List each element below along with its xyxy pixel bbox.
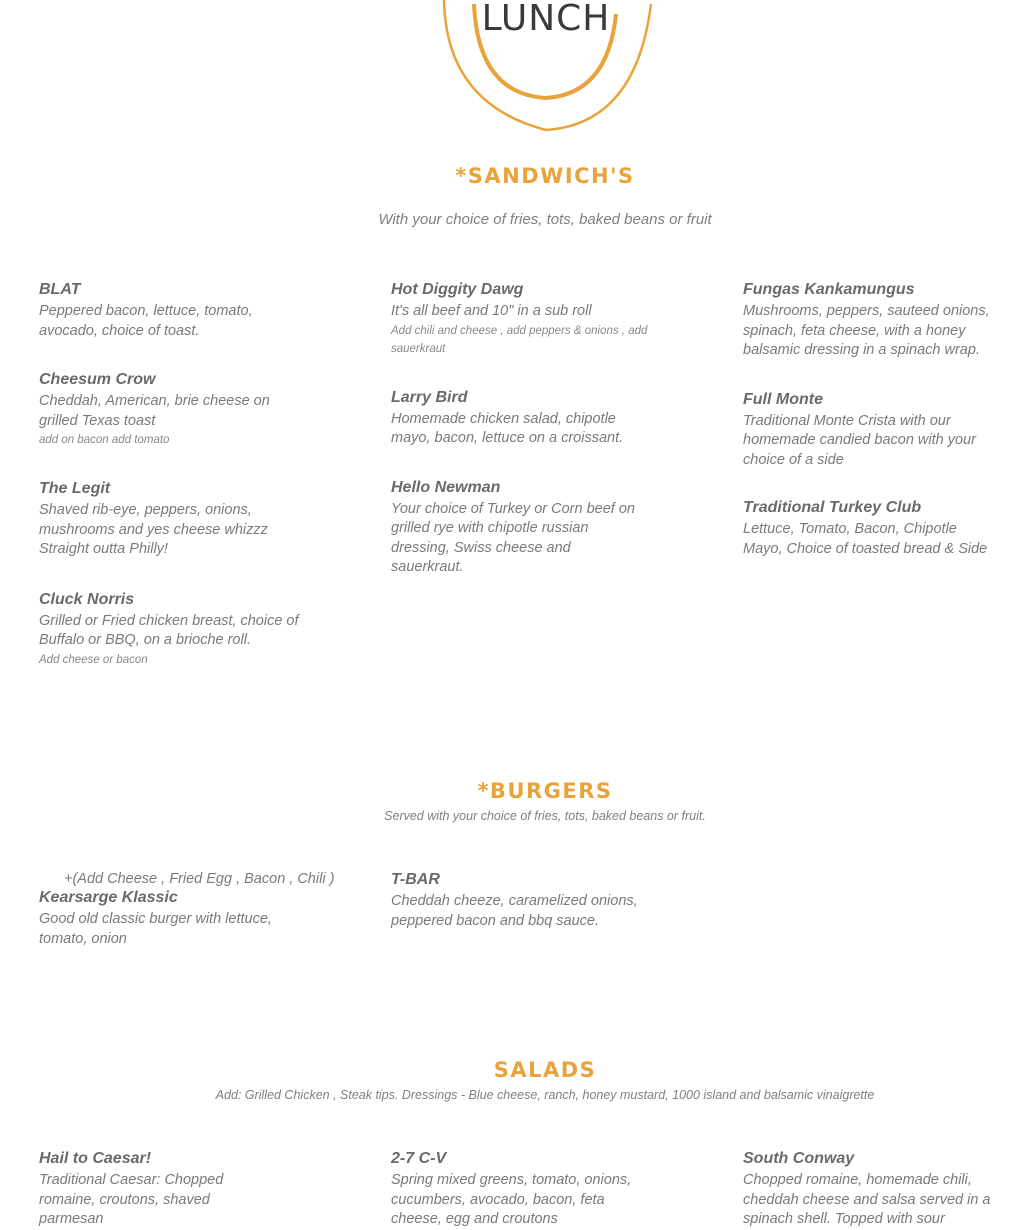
burgers-column-1 bbox=[39, 886, 309, 949]
item-description: Mushrooms, peppers, sauteed onions, spinach, feta cheese, with a honey balsamic dressing in a spinach wrap. bbox=[743, 303, 990, 358]
burgers-subtitle: Served with your choice of fries, tots, baked beans or fruit. bbox=[384, 809, 706, 823]
item-description: Peppered bacon, lettuce, tomato, avocado, choice of toast. bbox=[39, 303, 253, 339]
menu-item bbox=[39, 886, 309, 949]
item-description: Grilled or Fried chicken breast, choice of Buffalo or BBQ, on a brioche roll. bbox=[39, 612, 299, 648]
salads-column-2 bbox=[391, 1147, 659, 1230]
item-name: 2-7 C-V bbox=[391, 1150, 447, 1167]
salads-column-1 bbox=[39, 1147, 259, 1230]
menu-item bbox=[39, 278, 309, 341]
menu-item bbox=[743, 388, 1005, 471]
item-name: Full Monte bbox=[743, 390, 823, 408]
item-description: Traditional Caesar: Chopped romaine, croutons, shaved parmesan bbox=[39, 1172, 224, 1227]
sandwiches-subtitle: With your choice of fries, tots, baked beans or fruit bbox=[378, 211, 712, 228]
menu-item bbox=[39, 1147, 259, 1230]
item-description: Cheddah, American, brie cheese on grilled Texas toast bbox=[39, 393, 270, 429]
item-name: Cheesum Crow bbox=[39, 371, 156, 388]
item-description: Lettuce, Tomato, Bacon, Chipotle Mayo, Choice of toasted bread & Side bbox=[743, 521, 988, 557]
item-description: Homemade chicken salad, chipotle mayo, bacon, lettuce on a croissant. bbox=[391, 410, 624, 446]
menu-item bbox=[391, 278, 686, 358]
item-description: Traditional Monte Crista with our homemade candied bacon with your choice of a side bbox=[743, 412, 976, 468]
salads-column-3 bbox=[743, 1147, 1005, 1230]
item-description: Your choice of Turkey or Corn beef on grilled rye with chipotle russian dressing, Swiss cheese and sauerkraut. bbox=[391, 500, 635, 575]
item-note: add on bacon add tomato bbox=[39, 434, 170, 446]
menu-item bbox=[39, 477, 309, 560]
item-name: Hello Newman bbox=[391, 478, 501, 496]
sandwiches-column-3 bbox=[743, 278, 1005, 559]
item-description: Good old classic burger with lettuce, tomato, onion bbox=[39, 911, 272, 947]
item-description: Chopped romaine, homemade chili, cheddah cheese and salsa served in a spinach shell. Topped with sour bbox=[743, 1172, 991, 1227]
menu-item bbox=[743, 278, 1005, 361]
item-name: Fungas Kankamungus bbox=[743, 281, 915, 298]
menu-item bbox=[391, 868, 641, 931]
item-name: Hail to Caesar! bbox=[39, 1150, 152, 1167]
item-name: Cluck Norris bbox=[39, 590, 135, 608]
menu-item bbox=[743, 1147, 1005, 1230]
menu-item bbox=[391, 476, 646, 578]
logo-text: LUNCH bbox=[481, 0, 611, 39]
sandwiches-column-2 bbox=[391, 278, 686, 578]
item-name: The Legit bbox=[39, 480, 111, 497]
item-name: Larry Bird bbox=[391, 388, 468, 406]
item-name: Traditional Turkey Club bbox=[743, 499, 922, 516]
lunch-logo bbox=[436, 0, 656, 134]
menu-item bbox=[743, 496, 988, 559]
item-description: Shaved rib-eye, peppers, onions, mushrooms and yes cheese whizzz Straight outta Philly! bbox=[39, 502, 268, 557]
sandwiches-column-1 bbox=[39, 278, 309, 669]
item-name: T-BAR bbox=[391, 871, 440, 888]
item-description: Spring mixed greens, tomato, onions, cucumbers, avocado, bacon, feta cheese, egg and croutons bbox=[391, 1172, 632, 1227]
item-note: Add chili and cheese , add peppers & onions , add sauerkraut bbox=[391, 324, 648, 355]
item-name: South Conway bbox=[743, 1150, 855, 1167]
salads-subtitle: Add: Grilled Chicken , Steak tips. Dressings - Blue cheese, ranch, honey mustard, 1000 island and balsamic vinaigrette bbox=[215, 1088, 875, 1102]
item-note: Add cheese or bacon bbox=[39, 653, 148, 666]
item-description: It's all beef and 10" in a sub roll bbox=[391, 303, 592, 319]
menu-item bbox=[391, 1147, 659, 1230]
burgers-column-2 bbox=[391, 868, 641, 931]
menu-item bbox=[39, 368, 309, 449]
item-name: Kearsarge Klassic bbox=[39, 889, 178, 906]
sandwiches-title: *SANDWICH'S bbox=[455, 164, 635, 188]
item-name: BLAT bbox=[39, 281, 81, 298]
item-name: Hot Diggity Dawg bbox=[391, 281, 524, 298]
menu-item bbox=[39, 588, 309, 669]
menu-item bbox=[391, 386, 653, 449]
item-description: Cheddah cheeze, caramelized onions, peppered bacon and bbq sauce. bbox=[391, 893, 638, 929]
salads-title: SALADS bbox=[493, 1058, 597, 1082]
burgers-title: *BURGERS bbox=[477, 779, 613, 803]
burger-addons: +(Add Cheese , Fried Egg , Bacon , Chili ) bbox=[64, 871, 335, 887]
